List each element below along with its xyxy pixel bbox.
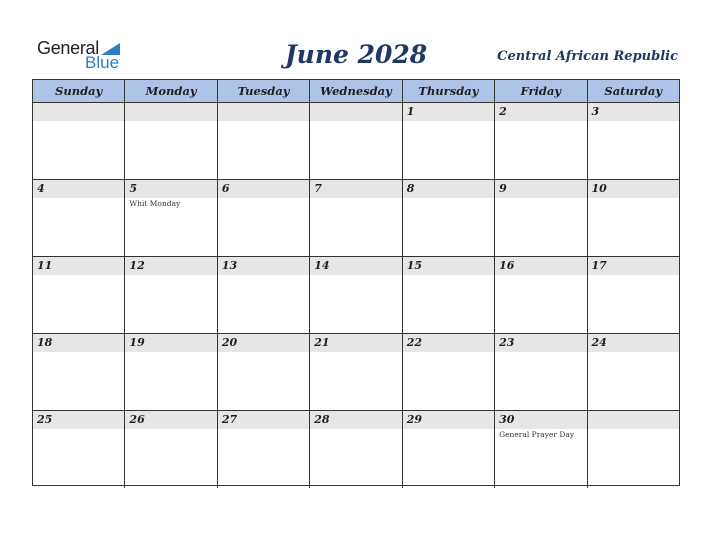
day-number: 14 bbox=[310, 257, 401, 275]
day-number: 10 bbox=[588, 180, 679, 198]
day-cell[interactable] bbox=[403, 257, 495, 333]
weekday-header-wednesday: Wednesday bbox=[310, 80, 402, 102]
logo-blue-text: Blue bbox=[85, 53, 120, 72]
day-cell[interactable] bbox=[310, 334, 402, 410]
weekday-header-monday: Monday bbox=[125, 80, 217, 102]
day-number: 25 bbox=[33, 411, 124, 429]
day-number: 6 bbox=[218, 180, 309, 198]
weekday-header-saturday: Saturday bbox=[604, 84, 663, 98]
weeks-container bbox=[33, 103, 679, 488]
day-cell[interactable] bbox=[125, 411, 217, 488]
day-cell[interactable] bbox=[495, 411, 587, 488]
day-cell[interactable] bbox=[310, 180, 402, 256]
day-cell[interactable] bbox=[310, 411, 402, 488]
holiday-label: Whit Monday bbox=[129, 199, 181, 208]
day-cell[interactable] bbox=[125, 103, 217, 179]
day-number: 28 bbox=[310, 411, 401, 429]
week-row bbox=[33, 180, 679, 257]
day-cell[interactable] bbox=[403, 411, 495, 488]
day-number: 21 bbox=[310, 334, 401, 352]
day-cell[interactable] bbox=[495, 334, 587, 410]
day-number: 18 bbox=[33, 334, 124, 352]
week-row bbox=[33, 411, 679, 488]
week-row bbox=[33, 103, 679, 180]
day-number: 11 bbox=[33, 257, 124, 275]
day-cell[interactable] bbox=[218, 334, 310, 410]
day-cell[interactable] bbox=[310, 257, 402, 333]
day-number: 20 bbox=[218, 334, 309, 352]
day-number: 22 bbox=[403, 334, 494, 352]
day-cell[interactable] bbox=[33, 411, 125, 488]
day-cell[interactable] bbox=[33, 334, 125, 410]
day-cell[interactable] bbox=[125, 334, 217, 410]
day-cell[interactable] bbox=[310, 103, 402, 179]
day-cell[interactable] bbox=[218, 103, 310, 179]
day-cell[interactable] bbox=[588, 411, 679, 488]
country-name: Central African Republic bbox=[497, 49, 678, 64]
weekday-header-friday: Friday bbox=[495, 80, 587, 102]
logo-general-text: General bbox=[37, 38, 99, 58]
weekday-header-thursday: Thursday bbox=[403, 80, 495, 102]
day-cell[interactable] bbox=[33, 103, 125, 179]
day-cell[interactable] bbox=[33, 180, 125, 256]
day-cell[interactable] bbox=[403, 180, 495, 256]
day-number bbox=[125, 103, 216, 121]
day-number: 7 bbox=[310, 180, 401, 198]
day-number: 26 bbox=[125, 411, 216, 429]
day-number: 23 bbox=[495, 334, 586, 352]
day-cell[interactable] bbox=[588, 103, 679, 179]
day-number: 1 bbox=[403, 103, 494, 121]
day-cell[interactable] bbox=[495, 180, 587, 256]
day-number: 24 bbox=[588, 334, 679, 352]
day-cell[interactable] bbox=[588, 257, 679, 333]
day-cell[interactable] bbox=[125, 257, 217, 333]
day-number bbox=[588, 411, 679, 429]
day-cell[interactable] bbox=[588, 334, 679, 410]
day-number: 8 bbox=[403, 180, 494, 198]
holiday-label: General Prayer Day bbox=[499, 430, 575, 439]
day-cell[interactable] bbox=[403, 334, 495, 410]
day-number: 15 bbox=[403, 257, 494, 275]
day-number: 9 bbox=[495, 180, 586, 198]
day-cell[interactable] bbox=[125, 180, 217, 256]
day-number: 30 bbox=[495, 411, 586, 429]
day-number bbox=[310, 103, 401, 121]
day-number: 16 bbox=[495, 257, 586, 275]
day-cell[interactable] bbox=[495, 103, 587, 179]
day-cell[interactable] bbox=[218, 257, 310, 333]
day-cell[interactable] bbox=[33, 257, 125, 333]
weekday-header-tuesday: Tuesday bbox=[218, 80, 310, 102]
calendar-grid bbox=[32, 79, 680, 486]
day-number: 5 bbox=[125, 180, 216, 198]
page-title: June 2028 bbox=[284, 40, 428, 69]
day-number: 13 bbox=[218, 257, 309, 275]
day-number: 19 bbox=[125, 334, 216, 352]
day-number bbox=[33, 103, 124, 121]
weekday-header-sunday: Sunday bbox=[33, 80, 125, 102]
week-row bbox=[33, 334, 679, 411]
day-cell[interactable] bbox=[403, 103, 495, 179]
day-cell[interactable] bbox=[218, 411, 310, 488]
day-cell[interactable] bbox=[588, 180, 679, 256]
week-row bbox=[33, 257, 679, 334]
day-number: 29 bbox=[403, 411, 494, 429]
day-cell[interactable] bbox=[218, 180, 310, 256]
day-number: 4 bbox=[33, 180, 124, 198]
day-number bbox=[218, 103, 309, 121]
day-number: 3 bbox=[588, 103, 679, 121]
day-number: 27 bbox=[218, 411, 309, 429]
day-number: 12 bbox=[125, 257, 216, 275]
day-cell[interactable] bbox=[495, 257, 587, 333]
day-number: 17 bbox=[588, 257, 679, 275]
day-number: 2 bbox=[495, 103, 586, 121]
weekday-header-row bbox=[33, 80, 679, 103]
